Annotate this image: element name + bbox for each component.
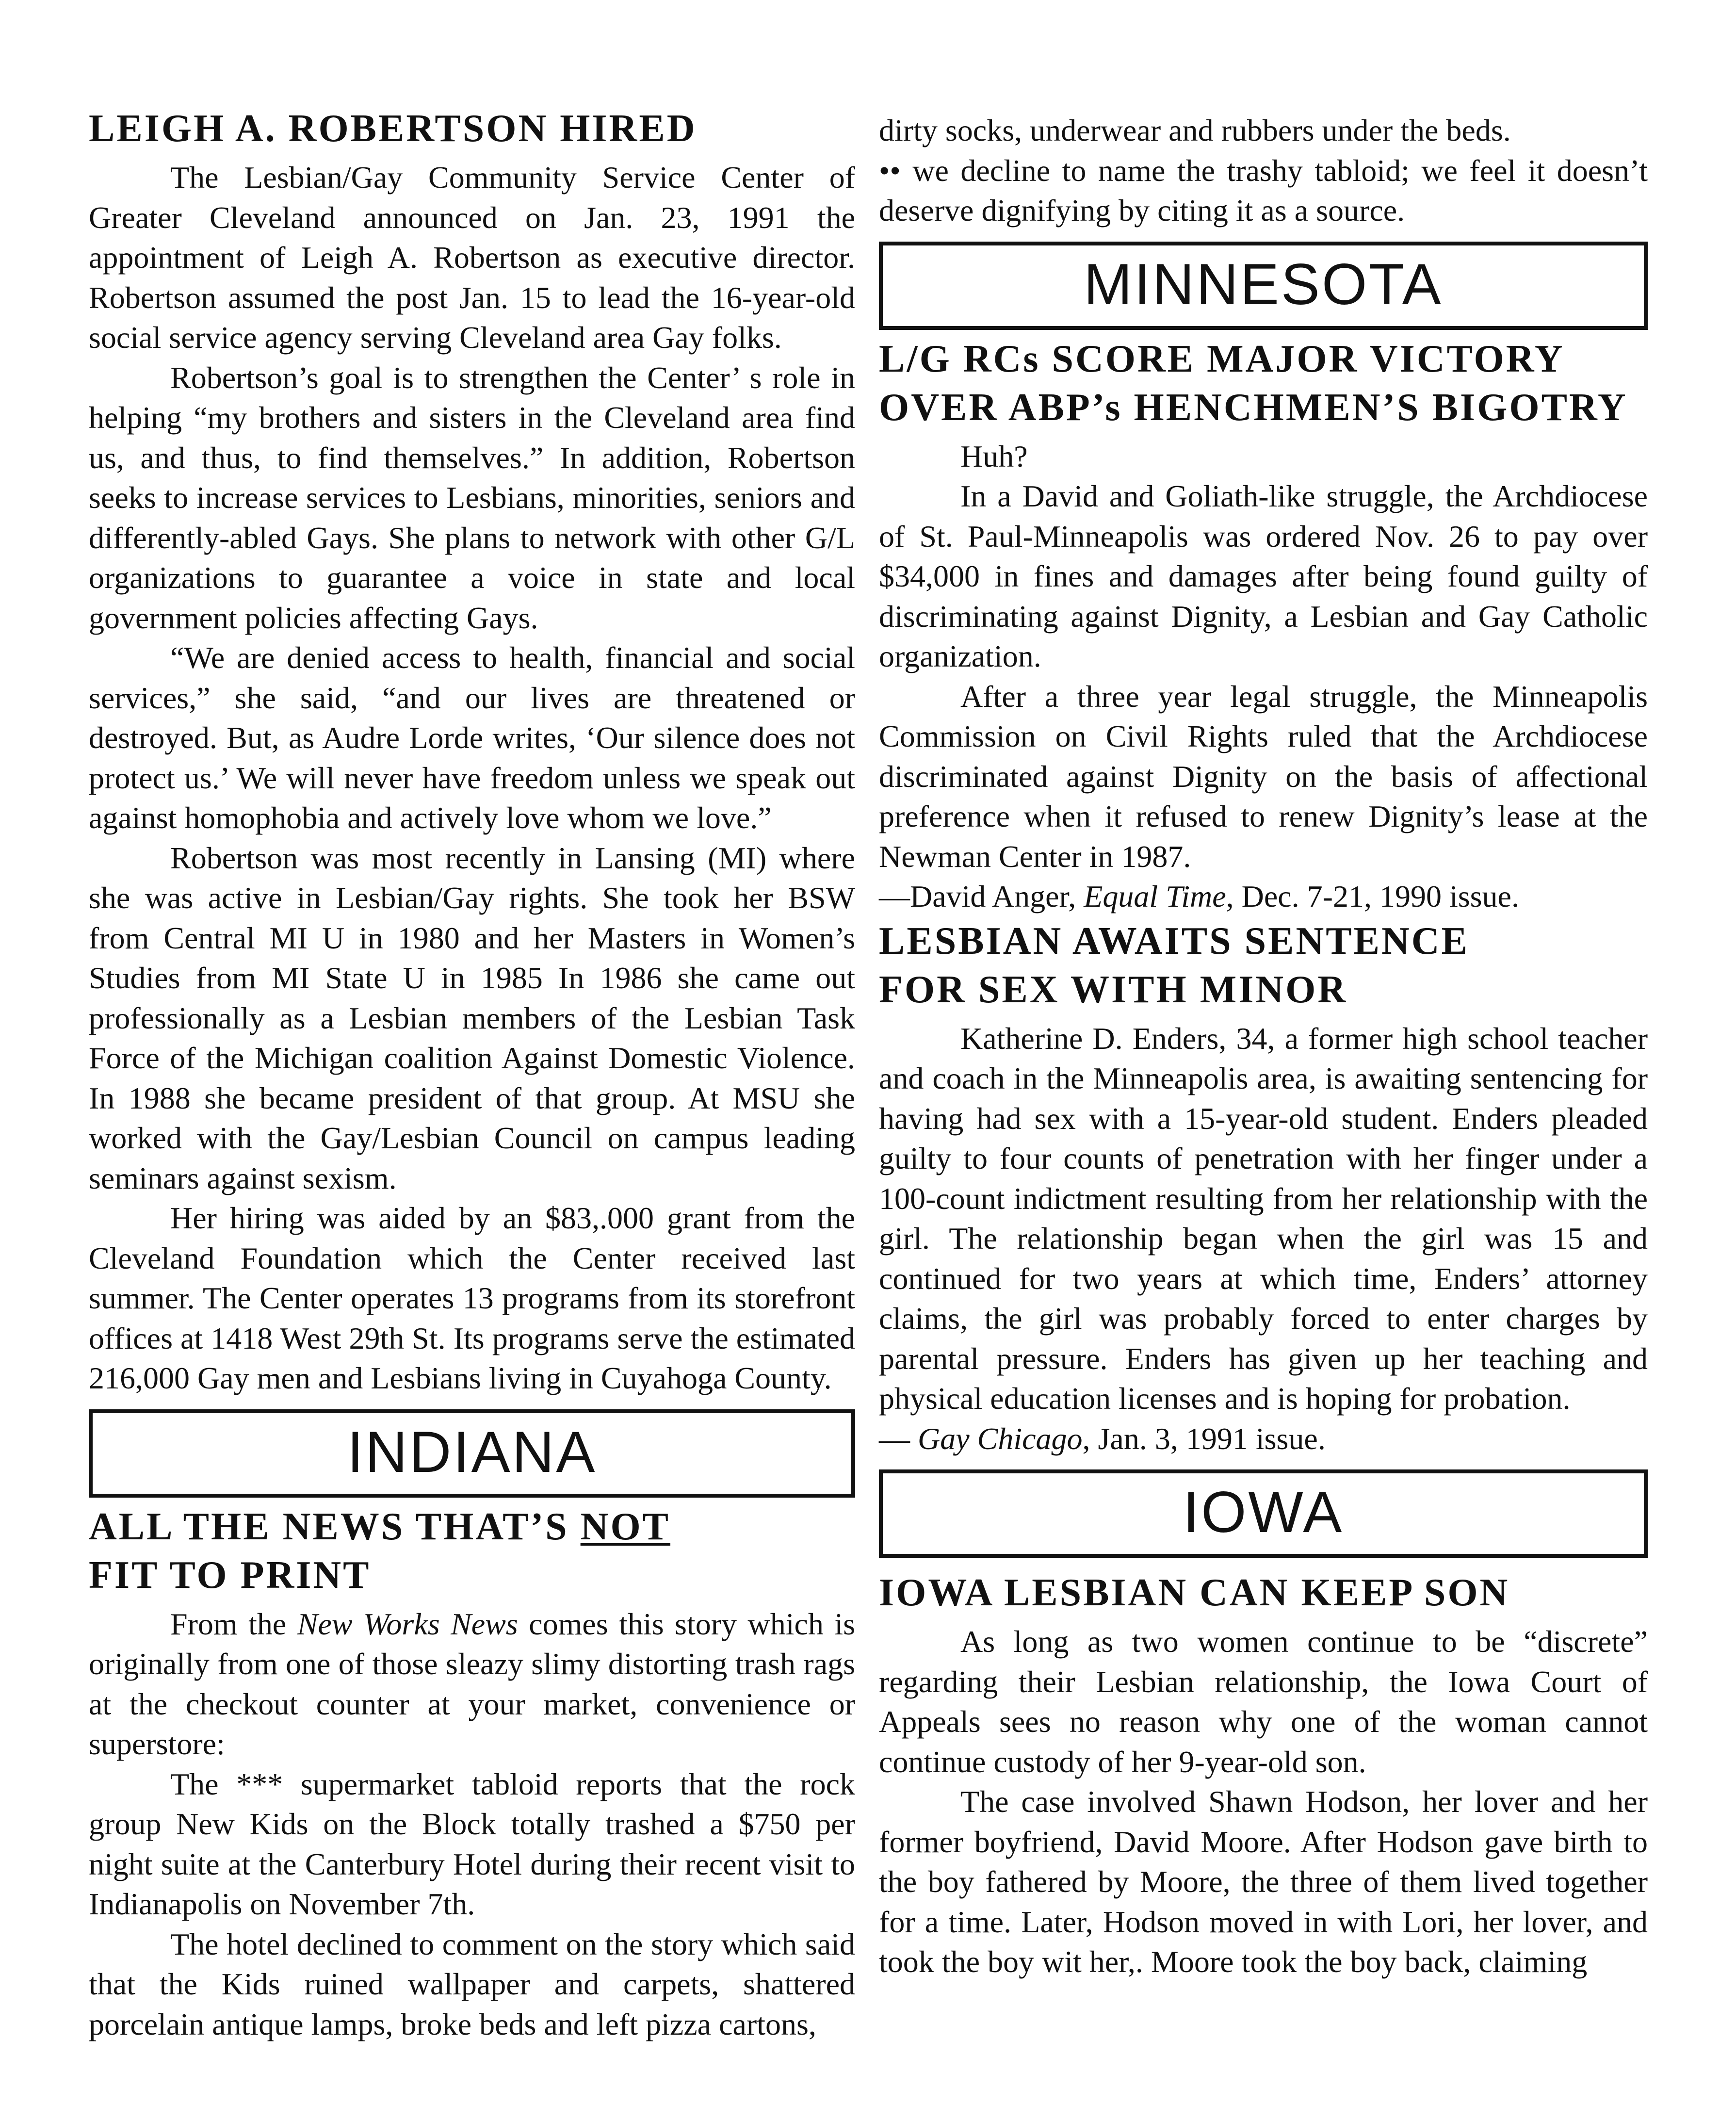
credit-date: , Dec. 7-21, 1990 issue. [1226, 879, 1519, 914]
credit-dash: — [879, 1421, 918, 1456]
editor-note: •• we decline to name the trashy tabloid; we feel it doesn’t deserve dignifying by citing it as a source. [879, 153, 1648, 228]
paragraph: The case involved Shawn Hodson, her lover and her former boyfriend, David Moore. After Hodson gave birth to the boy fathered by Moore, the three of them lived together for a time. Later, Hodson moved in with Lori, her lover, and took the boy wit her,. Moore took the boy back, claiming [879, 1784, 1648, 1979]
source-credit [879, 1419, 1648, 1459]
section-banner-iowa: IOWA [879, 1469, 1648, 1558]
credit-date: , Jan. 3, 1991 issue. [1082, 1421, 1326, 1456]
headline-news-not-fit [89, 1502, 855, 1551]
section-banner-minnesota: MINNESOTA [879, 242, 1648, 330]
right-column [879, 111, 1648, 1982]
credit-author: —David Anger, [879, 879, 1084, 914]
headline-sex-with-minor: FOR SEX WITH MINOR [879, 968, 1348, 1011]
text: From the [170, 1606, 297, 1641]
credit-source: Equal Time [1084, 879, 1226, 914]
paragraph: The hotel declined to comment on the story which said that the Kids ruined wallpaper and carpets, shattered porcelain antique lamps, broke beds and left pizza cartons, [89, 1926, 855, 2041]
paragraph: Robertson’s goal is to strengthen the Center’ s role in helping “my brothers and sisters in the Cleveland area find us, and thus, to find themselves.” In addition, Robertson seeks to increase services to Lesbians, minorities, seniors and differently-abled Gays. She plans to network with other G/L organizations to guarantee a voice in state and local government policies affecting Gays. [89, 360, 855, 635]
headline-line2: FIT TO PRINT [89, 1553, 371, 1597]
headline-bigotry: OVER ABP’s HENCHMEN’S BIGOTRY [879, 386, 1628, 429]
credit-source: Gay Chicago [918, 1421, 1083, 1456]
paragraph: After a three year legal struggle, the Minneapolis Commission on Civil Rights ruled that the Archdiocese discriminated against Dignity on the basis of affectional preference when it refused to renew Dignity’s lease at the Newman Center in 1987. [879, 679, 1648, 874]
paragraph: Her hiring was aided by an $83,.000 grant from the Cleveland Foundation which the Center received last summer. The Center operates 13 programs from its storefront offices at 1418 West 29th St. Its programs serve the estimated 216,000 Gay men and Lesbians living in Cuyahoga County. [89, 1201, 855, 1395]
paragraph: Huh? [960, 439, 1028, 473]
headline-iowa-lesbian: IOWA LESBIAN CAN KEEP SON [879, 1571, 1510, 1614]
paragraph: The Lesbian/Gay Community Service Center of Greater Cleveland announced on Jan. 23, 1991 the appointment of Leigh A. Robertson as executive director. Robertson assumed the post Jan. 15 to lead the 16-year-old social service agency serving Cleveland area Gay folks. [89, 160, 855, 355]
paragraph: Robertson was most recently in Lansing (MI) where she was active in Lesbian/Gay rights. She took her BSW from Central MI U in 1980 and her Masters in Women’s Studies from MI State U in 1985 In 1986 she came out professionally as a Lesbian members of the Lesbian Task Force of the Michigan coalition Against Domestic Violence. In 1988 she became president of that group. At MSU she worked with the Gay/Lesbian Council on campus leading seminars against sexism. [89, 840, 855, 1195]
headline-robertson-hired: LEIGH A. ROBERTSON HIRED [89, 107, 697, 150]
text: comes this story which is originally from one of those sleazy slimy distorting trash rags at the checkout counter at your market, convenience or superstore: [89, 1606, 855, 1761]
paragraph: Katherine D. Enders, 34, a former high school teacher and coach in the Minneapolis area, is awaiting sentencing for having had sex with a 15-year-old student. Enders pleaded guilty to four counts of penetration with her finger under a 100-count indictment resulting from her relationship with the girl. The relationship began when the girl was 15 and continued for two years at which time, Enders’ attorney claims, the girl was probably forced to enter charges by parental pressure. Enders has given up her teaching and physical education licenses and is hoping for probation. [879, 1021, 1648, 1416]
section-banner-indiana: INDIANA [89, 1409, 855, 1498]
headline-victory: L/G RCs SCORE MAJOR VICTORY [879, 337, 1565, 380]
headline-line1: ALL THE NEWS THAT’S [89, 1505, 581, 1548]
paragraph [89, 1604, 855, 1764]
paragraph: As long as two women continue to be “discrete” regarding their Lesbian relationship, the Iowa Court of Appeals sees no reason why one of the woman cannot continue custody of her 9-year-old son. [879, 1624, 1648, 1779]
left-column [89, 104, 855, 2044]
paragraph: In a David and Goliath-like struggle, the Archdiocese of St. Paul-Minneapolis was ordered Nov. 26 to pay over $34,000 in fines and damages after being found guilty of discriminating against Dignity, a Lesbian and Gay Catholic organization. [879, 479, 1648, 673]
continuation-text: dirty socks, underwear and rubbers under the beds. [879, 113, 1511, 147]
source-credit [879, 877, 1648, 917]
headline-awaits-sentence: LESBIAN AWAITS SENTENCE [879, 919, 1469, 963]
paragraph: The *** supermarket tabloid reports that the rock group New Kids on the Block totally trashed a $750 per night suite at the Canterbury Hotel during their recent visit to Indianapolis on November 7th. [89, 1766, 855, 1921]
headline-underlined-word: NOT [580, 1505, 671, 1548]
paragraph: “We are denied access to health, financial and social services,” she said, “and our lives are threatened or destroyed. But, as Audre Lorde writes, ‘Our silence does not protect us.’ We will never have freedom unless we speak out against homophobia and actively love whom we love.” [89, 640, 855, 835]
source-name: New Works News [297, 1606, 518, 1641]
